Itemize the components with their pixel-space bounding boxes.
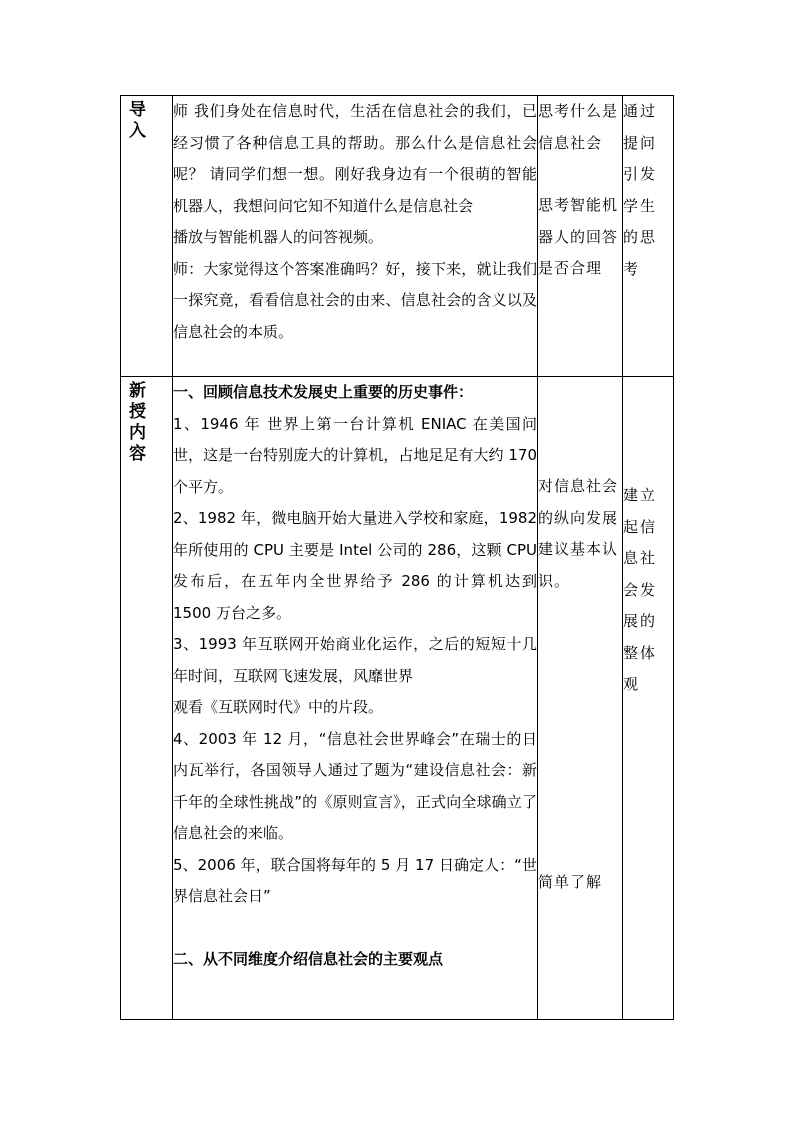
event-item: 观看《互联网时代》中的片段。 [173, 698, 384, 716]
design-intent-cell [623, 377, 674, 1020]
design-intent-cell [623, 96, 674, 377]
student-activity-cell [538, 377, 623, 1020]
teacher-paragraph: 师 我们身处在信息时代，生活在信息社会的我们，已经习惯了各种信息工具的帮助。那么什么是信息社会呢？ 请同学们想一想。刚好我身边有一个很萌的智能机器人，我想问问它知不知道什么是信息社会 [173, 102, 537, 215]
student-activity-text: 简单了解 [538, 873, 603, 891]
event-item: 5、2006 年，联合国将每年的 5 月 17 日确定人：“世界信息社会日” [173, 855, 537, 905]
section-label-cell [121, 96, 173, 377]
lesson-plan-table [120, 95, 674, 1020]
section-heading: 二、从不同维度介绍信息社会的主要观点 [173, 949, 444, 968]
teacher-paragraph: 播放与智能机器人的问答视频。 [173, 228, 384, 246]
student-activity-text: 对信息社会的纵向发展建议基本认识。 [538, 477, 619, 590]
teacher-activity-cell [173, 377, 538, 1020]
table-row [121, 96, 674, 377]
event-item: 4、2003 年 12 月，“信息社会世界峰会”在瑞士的日内瓦举行，各国领导人通过了题为“建设信息社会：新千年的全球性挑战”的《原则宣言》，正式向全球确立了信息社会的来临。 [173, 729, 537, 842]
student-activity-cell [538, 96, 623, 377]
section-label: 新授内容 [129, 381, 146, 464]
section-label-cell [121, 377, 173, 1020]
teacher-activity-cell [173, 96, 538, 377]
design-intent-text: 通过提问引发学生的思考 [623, 102, 658, 278]
table-row [121, 377, 674, 1020]
event-item: 3、1993 年互联网开始商业化运作，之后的短短十几年时间，互联网飞速发展，风靡世界 [173, 635, 537, 685]
event-item: 2、1982 年，微电脑开始大量进入学校和家庭，1982 年所使用的 CPU 主要是 Intel 公司的 286，这颗 CPU 发布后，在五年内全世界给予 286 的计算机达到 1500 万台之多。 [173, 509, 537, 622]
section-heading: 一、回顾信息技术发展史上重要的历史事件： [173, 383, 474, 401]
teacher-paragraph: 师：大家觉得这个答案准确吗？好，接下来，就让我们一探究竟，看看信息社会的由来、信息社会的含义以及信息社会的本质。 [173, 259, 537, 341]
event-item: 1、1946 年 世界上第一台计算机 ENIAC 在美国问世，这是一台特别庞大的计算机，占地足足有大约 170 个平方。 [173, 414, 537, 496]
student-activity-text: 思考智能机器人的回答是否合理 [538, 196, 619, 277]
section-label: 导入 [129, 100, 146, 141]
student-activity-text: 思考什么是信息社会 [538, 102, 619, 152]
design-intent-text: 建立起信息社会发展的整体观 [623, 486, 658, 693]
